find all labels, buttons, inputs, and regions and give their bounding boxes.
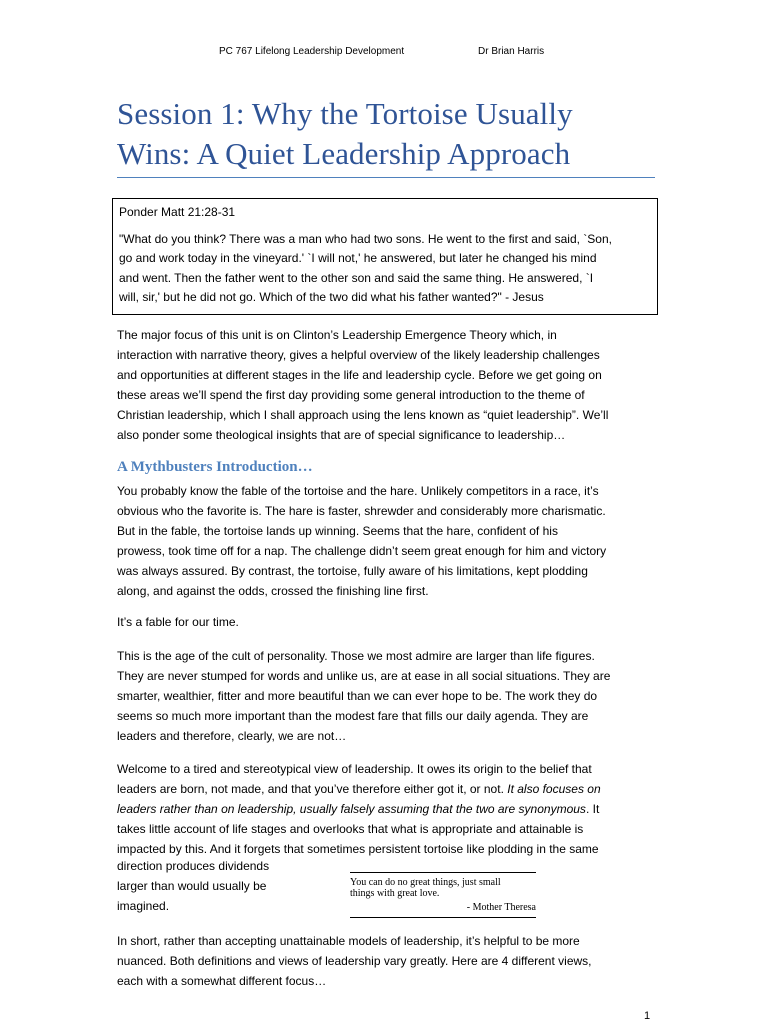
summary-paragraph bbox=[117, 931, 653, 991]
title-line-2: Wins: A Quiet Leadership Approach bbox=[117, 136, 571, 171]
text-line: Christian leadership, which I shall approach using the lens known as “quiet leadership”. We’ll bbox=[117, 408, 609, 422]
text-line: But in the fable, the tortoise lands up winning. Seems that the hare, confident of his bbox=[117, 524, 558, 538]
scripture-line: "What do you think? There was a man who had two sons. He went to the first and said, `Son, bbox=[119, 231, 612, 246]
wrapped-text bbox=[117, 856, 317, 916]
page-title bbox=[117, 94, 677, 174]
section-heading: A Mythbusters Introduction… bbox=[117, 459, 313, 475]
scripture-line: and went. Then the father went to the other son and said the same thing. He answered, `I bbox=[119, 270, 594, 285]
text-line: and opportunities at different stages in the life and leadership cycle. Before we get going on bbox=[117, 368, 602, 382]
text-line: imagined. bbox=[117, 899, 170, 913]
text-line: also ponder some theological insights that are of special significance to leadership… bbox=[117, 428, 566, 442]
text-line: It’s a fable for our time. bbox=[117, 615, 239, 629]
page-number: 1 bbox=[644, 1010, 651, 1022]
stereotype-paragraph bbox=[117, 759, 653, 859]
text-line: was always assured. By contrast, the tortoise, fully aware of his limitations, kept plodding bbox=[117, 564, 588, 578]
text-segment: . It bbox=[585, 802, 600, 816]
text-line: smarter, wealthier, fitter and more beautiful than we can ever hope to be. The work they do bbox=[117, 689, 598, 703]
text-line: these areas we’ll spend the first day providing some general introduction to the theme of bbox=[117, 388, 585, 402]
text-line: each with a somewhat different focus… bbox=[117, 974, 327, 988]
text-line: interaction with narrative theory, gives a helpful overview of the likely leadership challenges bbox=[117, 348, 600, 362]
text-line: leaders and therefore, clearly, we are not… bbox=[117, 729, 347, 743]
text-line: In short, rather than accepting unattainable models of leadership, it’s helpful to be more bbox=[117, 934, 580, 948]
pull-quote-attribution: - Mother Theresa bbox=[466, 902, 536, 913]
text-line: They are never stumped for words and unlike us, are at ease in all social situations. They are bbox=[117, 669, 611, 683]
text-line: You probably know the fable of the tortoise and the hare. Unlikely competitors in a race, it’s bbox=[117, 484, 599, 498]
italic-text: It also focuses on bbox=[503, 782, 601, 796]
text-line: nuanced. Both definitions and views of leadership vary greatly. Here are 4 different views, bbox=[117, 954, 592, 968]
intro-paragraph bbox=[117, 325, 653, 445]
pull-quote-line: things with great love. bbox=[350, 888, 440, 899]
scripture-reference: Ponder Matt 21:28-31 bbox=[119, 205, 236, 219]
text-line bbox=[117, 779, 653, 799]
pull-quote-line: You can do no great things, just small bbox=[350, 877, 501, 888]
fable-paragraph bbox=[117, 612, 653, 632]
cult-of-personality-paragraph bbox=[117, 646, 653, 746]
text-line: along, and against the odds, crossed the finishing line first. bbox=[117, 584, 429, 598]
title-divider bbox=[117, 177, 655, 178]
text-line: This is the age of the cult of personality. Those we most admire are larger than life figures. bbox=[117, 649, 595, 663]
text-line: obvious who the favorite is. The hare is faster, shrewder and considerably more charismatic. bbox=[117, 504, 606, 518]
scripture-line: will, sir,' but he did not go. Which of the two did what his father wanted?" - Jesus bbox=[119, 290, 544, 304]
text-segment: leaders are born, not made, and that you’ve therefore either got it, or not. bbox=[117, 782, 504, 796]
text-line: direction produces dividends bbox=[117, 859, 270, 873]
text-line: takes little account of life stages and overlooks that what is appropriate and attainable is bbox=[117, 822, 584, 836]
pull-quote bbox=[350, 872, 536, 918]
text-line: The major focus of this unit is on Clinton’s Leadership Emergence Theory which, in bbox=[117, 328, 557, 342]
scripture-box bbox=[112, 198, 658, 315]
tortoise-hare-paragraph bbox=[117, 481, 653, 601]
scripture-line: go and work today in the vineyard.' `I will not,' he answered, but later he changed his mind bbox=[119, 251, 597, 265]
text-line bbox=[117, 799, 653, 819]
title-line-1: Session 1: Why the Tortoise Usually bbox=[117, 96, 573, 131]
text-line: seems so much more important than the modest fare that fills our daily agenda. They are bbox=[117, 709, 589, 723]
italic-text: leaders rather than on leadership, usually falsely assuming that the two are synonymous bbox=[117, 802, 586, 816]
author-name: Dr Brian Harris bbox=[478, 46, 545, 57]
course-title: PC 767 Lifelong Leadership Development bbox=[219, 46, 405, 57]
text-line: larger than would usually be bbox=[117, 879, 267, 893]
text-line: impacted by this. And it forgets that sometimes persistent tortoise like plodding in the same bbox=[117, 842, 599, 856]
text-line: Welcome to a tired and stereotypical view of leadership. It owes its origin to the belief that bbox=[117, 762, 592, 776]
text-line: prowess, took time off for a nap. The challenge didn’t seem great enough for him and victory bbox=[117, 544, 607, 558]
